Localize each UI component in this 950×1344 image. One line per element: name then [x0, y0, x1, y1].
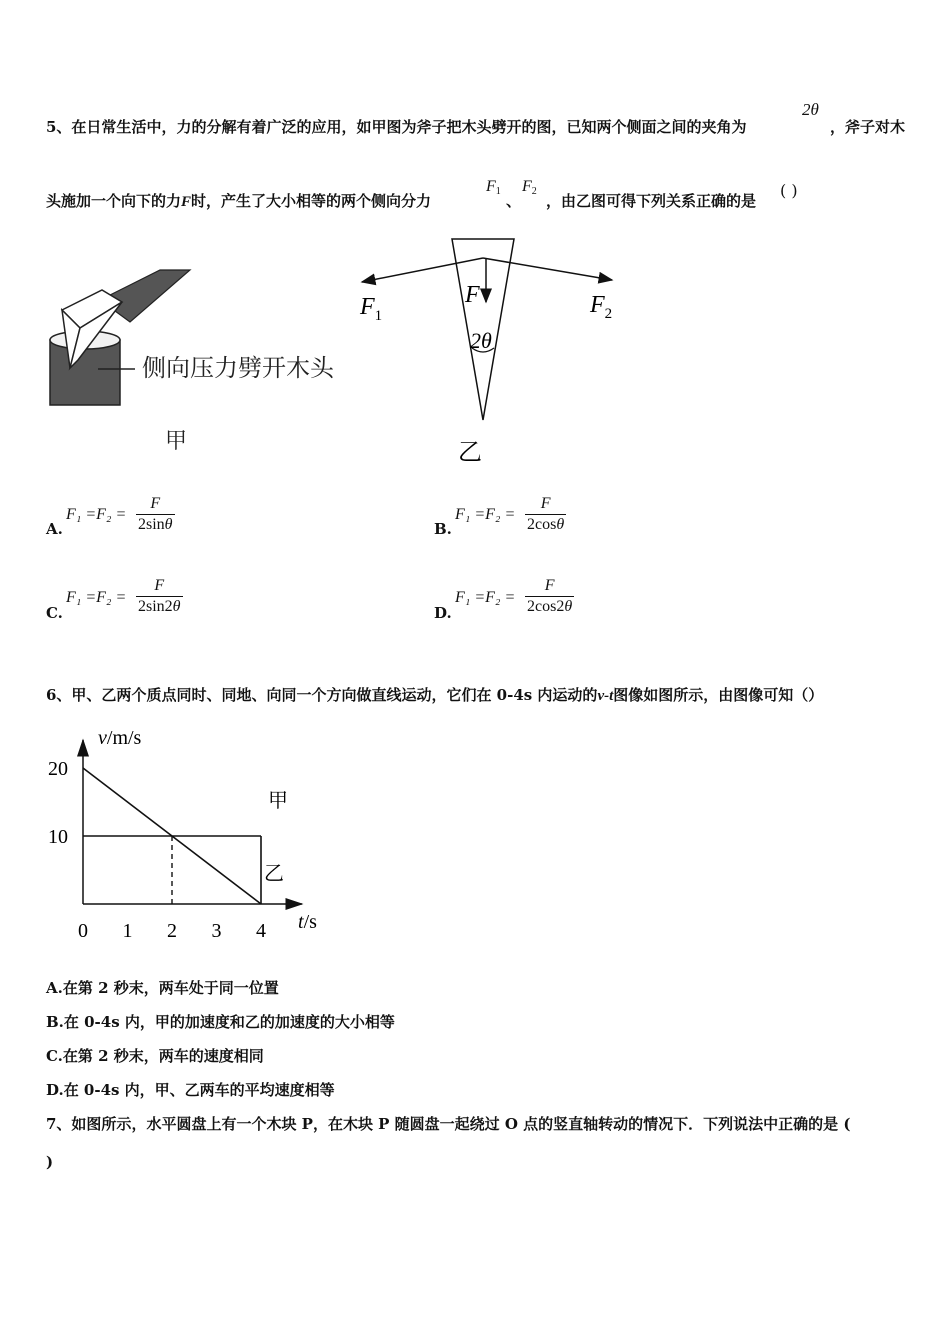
q6-stem-after: 图像如图所示，由图像可知（） [613, 686, 824, 704]
q6-option-c[interactable]: C.在第 2 秒末，两车的速度相同 [46, 1047, 264, 1065]
q6-option-a[interactable]: A.在第 2 秒末，两车处于同一位置 [46, 979, 279, 997]
jia-label: 侧向压力劈开木头 [142, 354, 334, 382]
q5-stem-line2 [46, 190, 431, 211]
figure-yi [350, 230, 640, 470]
q5-line2-before: 头施加一个向下的力 [46, 192, 182, 210]
q5-option-b-fraction: $\frac{F}{2\cos\theta}$ [527, 495, 565, 533]
yi-angle: 2θ [470, 328, 492, 353]
q5-option-a-letter[interactable]: A. [46, 520, 63, 538]
q5-option-a-fraction: $\frac{F}{2\sin\theta}$ [138, 495, 173, 533]
q5-stem-line1 [46, 116, 746, 137]
q5-option-d-fraction: $\frac{F}{2\cos 2\theta}$ [527, 577, 573, 615]
q5-line1-after: ，斧子对木 [830, 118, 906, 136]
q5-option-c-lhs: F₁ =F₂ = [66, 589, 127, 606]
q5-f2: $F_2$ [522, 178, 537, 197]
x-tick-label-3: 3 [211, 920, 222, 942]
q6-vt: v-t [597, 688, 614, 704]
q5-line1-before: 5、在日常生活中，力的分解有着广泛的应用，如甲图为斧子把木头劈开的图，已知两个侧面之间的夹角为 [46, 118, 747, 136]
x-axis-label: t/s [298, 911, 317, 933]
vt-chart [40, 718, 340, 948]
q6-stem-before: 6、甲、乙两个质点同时、同地、向同一个方向做直线运动，它们在 0-4s 内运动的 [46, 686, 598, 704]
q5-line2-mid: 时，产生了大小相等的两个侧向分力 [191, 192, 432, 210]
q6-option-d[interactable]: D.在 0-4s 内，甲、乙两车的平均速度相等 [46, 1081, 335, 1099]
q5-option-b-lhs: F₁ =F₂ = [455, 506, 516, 523]
q5-option-c-fraction: $\frac{F}{2\sin 2\theta}$ [138, 577, 181, 615]
x-tick-label-4: 4 [256, 920, 266, 942]
yi-f1: $F_1$ [360, 294, 383, 324]
q5-f1: $F_1$ [486, 178, 501, 197]
y-tick-label-20: 20 [48, 758, 68, 780]
q5-option-c-letter[interactable]: C. [46, 604, 63, 622]
y-tick-label-10: 10 [48, 826, 68, 848]
q5-paren: ( ) [780, 181, 798, 200]
q7-stem-line1: 7、如图所示，水平圆盘上有一个木块 P，在木块 P 随圆盘一起绕过 O 点的竖直轴转动的情况下．下列说法中正确的是 ( [46, 1115, 851, 1133]
q5-angle: 2θ [802, 100, 819, 119]
x-tick-label-2: 2 [167, 920, 177, 942]
q5-option-a-lhs: F₁ =F₂ = [66, 506, 127, 523]
q5-line2-after: ，由乙图可得下列关系正确的是 [546, 192, 757, 210]
figure-jia [40, 260, 383, 460]
q5-option-b-letter[interactable]: B. [434, 520, 452, 538]
series-label-yi: 乙 [264, 861, 284, 885]
jia-caption: 甲 [165, 429, 188, 454]
q5-force: F [181, 194, 192, 210]
q6-stem [46, 684, 823, 705]
x-tick-label-1: 1 [122, 920, 133, 942]
yi-caption: 乙 [458, 438, 482, 466]
x-tick-label-0: 0 [78, 920, 88, 942]
yi-f2: $F_2$ [590, 292, 613, 322]
q5-option-d-letter[interactable]: D. [434, 604, 452, 622]
q5-sep: 、 [506, 192, 522, 210]
q5-option-d-lhs: F₁ =F₂ = [455, 589, 516, 606]
y-axis-label: v/m/s [98, 727, 142, 749]
q6-option-b[interactable]: B.在 0-4s 内，甲的加速度和乙的加速度的大小相等 [46, 1013, 395, 1031]
yi-f: F [465, 282, 480, 308]
q7-stem-line2: ) [46, 1153, 54, 1171]
series-label-jia: 甲 [268, 788, 288, 812]
